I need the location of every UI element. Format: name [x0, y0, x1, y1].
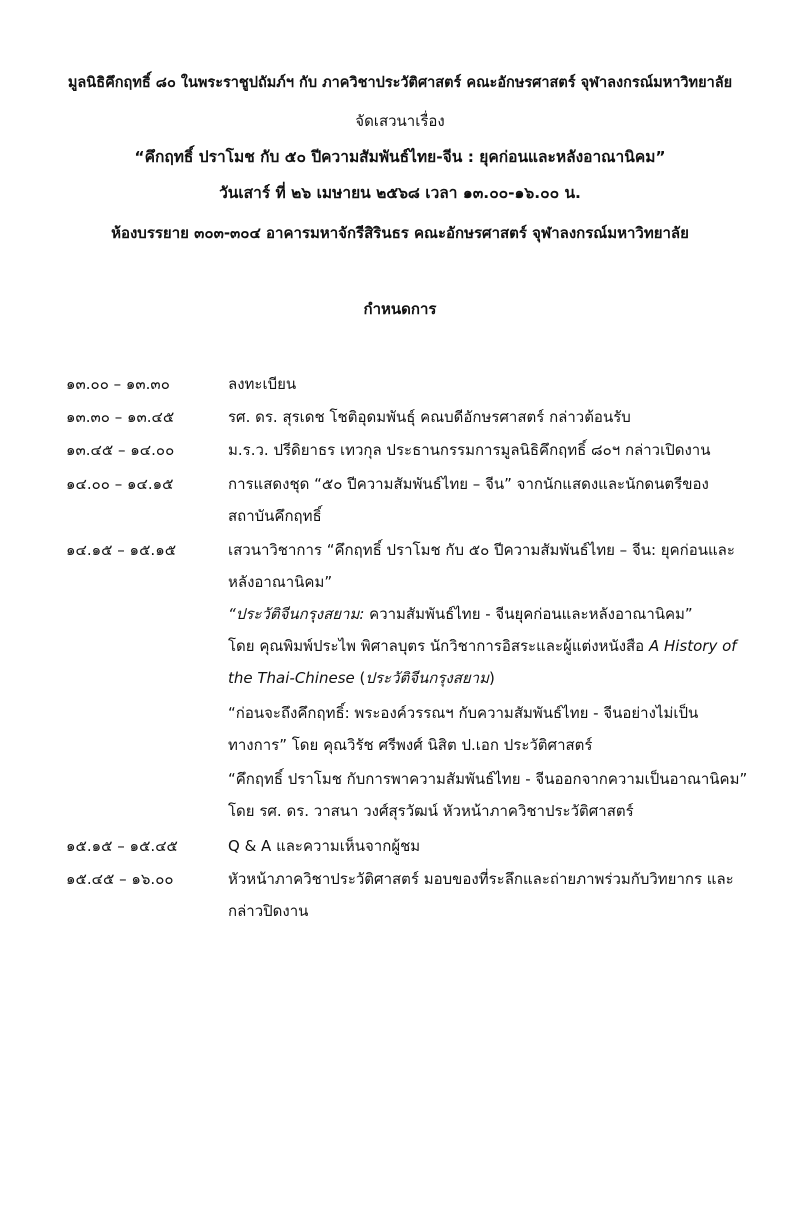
- agenda-description: ลงทะเบียน: [228, 375, 297, 393]
- talk-1-book-paren-open: (: [354, 669, 366, 687]
- talk-1-book-english-cont: the Thai-Chinese: [228, 669, 355, 687]
- agenda-time: ๑๕.๑๕ – ๑๕.๔๕: [66, 837, 178, 855]
- talk-1-title-rest: ความสัมพันธ์ไทย - จีนยุคก่อนและหลังอาณานิคม”: [364, 605, 693, 623]
- agenda-time: ๑๔.๐๐ – ๑๔.๑๕: [66, 475, 174, 493]
- agenda-description: Q & A และความเห็นจากผู้ชม: [228, 837, 421, 855]
- agenda-description: การแสดงชุด “๕๐ ปีความสัมพันธ์ไทย – จีน” จากนักแสดงและนักดนตรีของ: [228, 475, 709, 493]
- talk-1-book: [228, 662, 773, 694]
- talk-3-title: “คึกฤทธิ์ ปราโมช กับการพาความสัมพันธ์ไทย - จีนออกจากความเป็นอาณานิคม”: [228, 770, 748, 788]
- talk-1-title-italic: “ประวัติจีนกรุงสยาม:: [228, 605, 365, 623]
- talk-1-speaker: [228, 630, 773, 662]
- talk-1-book-english: A History of: [648, 637, 737, 655]
- talk-2-title: “ก่อนจะถึงคึกฤทธิ์: พระองค์วรรณฯ กับความสัมพันธ์ไทย - จีนอย่างไม่เป็น: [228, 704, 699, 722]
- agenda-description: หัวหน้าภาควิชาประวัติศาสตร์ มอบของที่ระลึกและถ่ายภาพร่วมกับวิทยากร และ: [228, 870, 734, 888]
- event-venue: ห้องบรรยาย ๓๐๓-๓๐๔ อาคารมหาจักรีสิรินธร คณะอักษรศาสตร์ จุฬาลงกรณ์มหาวิทยาลัย: [111, 224, 689, 242]
- event-date: วันเสาร์ ที่ ๒๖ เมษายน ๒๕๖๘ เวลา ๑๓.๐๐-๑๖.๐๐ น.: [219, 184, 581, 202]
- subtitle-line: จัดเสวนาเรื่อง: [355, 112, 445, 130]
- talk-3-speaker: โดย รศ. ดร. วาสนา วงศ์สุรวัฒน์ หัวหน้าภาควิชาประวัติศาสตร์: [228, 802, 634, 820]
- agenda-heading: กำหนดการ: [363, 300, 437, 318]
- agenda-time: ๑๔.๑๕ – ๑๕.๑๕: [66, 541, 177, 559]
- talk-1-speaker-text: โดย คุณพิมพ์ประไพ พิศาลบุตร นักวิชาการอิสระและผู้แต่งหนังสือ: [228, 637, 649, 655]
- talk-1-title: [228, 598, 773, 630]
- agenda-description: หลังอาณานิคม”: [228, 573, 333, 591]
- agenda-time: ๑๕.๔๕ – ๑๖.๐๐: [66, 870, 174, 888]
- agenda-time: ๑๓.๔๕ – ๑๔.๐๐: [66, 441, 175, 459]
- agenda-time: ๑๓.๓๐ – ๑๓.๔๕: [66, 408, 175, 426]
- talk-1-book-paren-close: ): [488, 669, 495, 687]
- agenda-description: เสวนาวิชาการ “คึกฤทธิ์ ปราโมช กับ ๕๐ ปีความสัมพันธ์ไทย – จีน: ยุคก่อนและ: [228, 541, 735, 559]
- talk-2-speaker: ทางการ” โดย คุณวิรัช ศรีพงศ์ นิสิต ป.เอก ประวัติศาสตร์: [228, 736, 593, 754]
- talk-1-book-thai: ประวัติจีนกรุงสยาม: [365, 669, 489, 687]
- agenda-time: ๑๓.๐๐ – ๑๓.๓๐: [66, 375, 170, 393]
- agenda-description: รศ. ดร. สุรเดช โชติอุดมพันธุ์ คณบดีอักษรศาสตร์ กล่าวต้อนรับ: [228, 408, 631, 426]
- agenda-description: ม.ร.ว. ปรีดิยาธร เทวกุล ประธานกรรมการมูลนิธิคึกฤทธิ์ ๘๐ฯ กล่าวเปิดงาน: [228, 441, 711, 459]
- agenda-description: สถาบันคึกฤทธิ์: [228, 507, 322, 525]
- organizer-line: มูลนิธิคึกฤทธิ์ ๘๐ ในพระราชูปถัมภ์ฯ กับ ภาควิชาประวัติศาสตร์ คณะอักษรศาสตร์ จุฬาลงกรณ์มหาวิทยาลัย: [67, 75, 733, 91]
- agenda-description: กล่าวปิดงาน: [228, 902, 309, 920]
- event-title: “คึกฤทธิ์ ปราโมช กับ ๕๐ ปีความสัมพันธ์ไทย-จีน : ยุคก่อนและหลังอาณานิคม”: [134, 148, 666, 166]
